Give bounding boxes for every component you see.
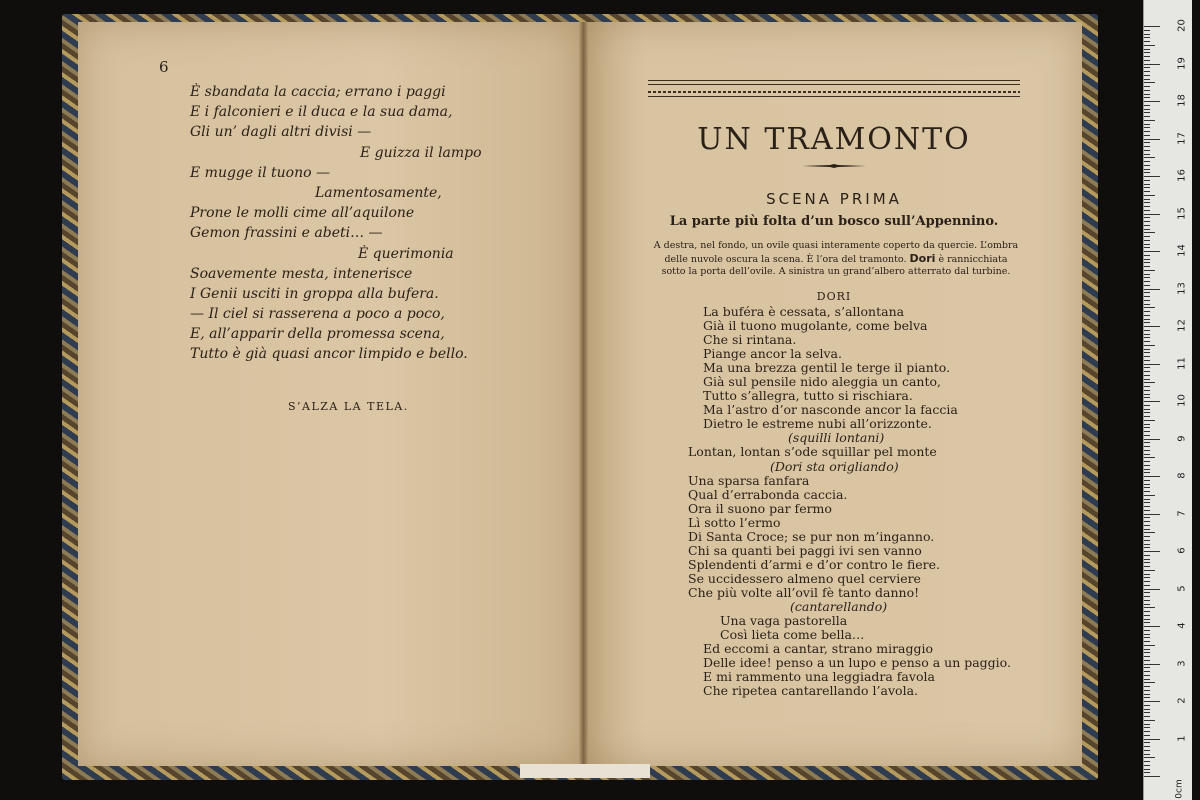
measuring-ruler [1143, 0, 1192, 800]
ruler-tick [1144, 109, 1150, 110]
ruler-tick [1144, 371, 1150, 372]
ruler-tick [1144, 229, 1150, 230]
ruler-tick [1144, 202, 1150, 203]
scene-setting: La parte più folta d’un bosco sull’Appennino. [669, 214, 999, 229]
dialogue-line: Lì sotto l’ermo [688, 514, 781, 530]
verse-block [190, 82, 520, 365]
ruler-tick [1144, 776, 1160, 777]
ruler-number: 10 [1176, 394, 1188, 407]
ruler-tick [1144, 682, 1155, 683]
ruler-tick [1144, 277, 1150, 278]
ruler-tick [1144, 724, 1150, 725]
page-number: 6 [159, 58, 169, 76]
ruler-tick [1144, 259, 1150, 260]
ruler-tick [1144, 480, 1150, 481]
ruler-tick [1144, 761, 1150, 762]
dialogue-line: Qual d’errabonda caccia. [688, 486, 848, 502]
ruler-tick [1144, 574, 1150, 575]
ruler-tick [1144, 697, 1150, 698]
ruler-tick [1144, 375, 1150, 376]
stage-direction [646, 240, 1026, 279]
ruler-tick [1144, 750, 1150, 751]
ruler-tick [1144, 56, 1150, 57]
ruler-tick [1144, 86, 1150, 87]
ruler-number: 19 [1176, 56, 1188, 70]
ruler-tick [1144, 720, 1155, 721]
ruler-tick [1144, 390, 1150, 391]
ruler-tick [1144, 461, 1150, 462]
ruler-tick [1144, 79, 1150, 80]
ruler-tick [1144, 116, 1150, 117]
ruler-tick [1144, 64, 1160, 65]
ruler-tick [1144, 105, 1150, 106]
ruler-number: 6 [1176, 547, 1188, 554]
ruler-tick [1144, 382, 1155, 383]
ruler-tick [1144, 180, 1150, 181]
ruler-tick [1144, 772, 1150, 773]
ruler-tick [1144, 270, 1155, 271]
verse-line: È querimonia [358, 245, 454, 262]
ruler-tick [1144, 619, 1150, 620]
ruler-number: 16 [1176, 169, 1188, 182]
ruler-tick [1144, 82, 1155, 83]
ruler-tick [1144, 517, 1150, 518]
dialogue-line: Ora il suono par fermo [688, 500, 832, 516]
ruler-number: 15 [1176, 206, 1188, 220]
verse-line: Soavemente mesta, intenerisce [190, 265, 413, 282]
ruler-tick [1144, 671, 1150, 672]
ruler-tick [1144, 341, 1150, 342]
ruler-tick [1144, 450, 1150, 451]
ruler-tick [1144, 694, 1150, 695]
dialogue-line: Tutto s’allegra, tutto si rischiara. [703, 388, 913, 404]
ruler-tick [1144, 142, 1150, 143]
ruler-tick [1144, 649, 1150, 650]
ruler-tick [1144, 176, 1160, 177]
ruler-tick [1144, 484, 1150, 485]
ruler-tick [1144, 364, 1160, 365]
ruler-tick [1144, 367, 1150, 368]
ruler-tick [1144, 172, 1150, 173]
ruler-number: 5 [1176, 584, 1188, 592]
stage-direction-inline: (squilli lontani) [788, 430, 885, 446]
ruler-tick [1144, 709, 1150, 710]
ruler-tick [1144, 191, 1150, 192]
ruler-number: 4 [1176, 622, 1188, 629]
book-gutter [579, 22, 588, 766]
verse-line: E guizza il lampo [360, 144, 482, 161]
ruler-tick [1144, 675, 1150, 676]
ruler-tick [1144, 296, 1150, 297]
ruler-tick [1144, 465, 1150, 466]
stage-direction-line: A destra, nel fondo, un ovile quasi interamente coperto da quercie. L’ombra [653, 240, 1019, 251]
verse-line: Gli un’ dagli altri divisi — [190, 124, 372, 141]
dialogue-line: Una vaga pastorella [720, 613, 848, 629]
ruler-tick [1144, 514, 1160, 515]
ruler-tick [1144, 765, 1150, 766]
speaker-name: DORI [816, 290, 852, 303]
ruler-tick [1144, 251, 1160, 252]
ruler-tick [1144, 112, 1150, 113]
ruler-tick [1144, 596, 1150, 597]
ruler-tick [1144, 300, 1150, 301]
ruler-tick [1144, 690, 1150, 691]
ruler-tick [1144, 311, 1150, 312]
ruler-tick [1144, 30, 1150, 31]
ruler-tick [1144, 206, 1150, 207]
ruler-tick [1144, 266, 1150, 267]
character-name: Dori [909, 251, 936, 265]
ruler-tick [1144, 746, 1150, 747]
ruler-tick [1144, 555, 1150, 556]
dialogue-line: Delle idee! penso a un lupo e penso a un paggio. [703, 655, 1011, 671]
ruler-tick [1144, 540, 1150, 541]
ruler-tick [1144, 529, 1150, 530]
dialogue-line: Chi sa quanti bei paggi ivi sen vanno [688, 542, 922, 558]
verse-line: E i falconieri e il duca e la sua dama, [190, 104, 453, 121]
ruler-tick [1144, 60, 1150, 61]
ruler-tick [1144, 547, 1150, 548]
dialogue-line: Di Santa Croce; se pur non m’inganno. [688, 528, 935, 544]
dialogue-line: Già il tuono mugolante, come belva [703, 318, 928, 334]
dialogue-line: Che si rintana. [703, 332, 797, 348]
dialogue-line: E mi rammento una leggiadra favola [703, 669, 935, 685]
ruler-tick [1144, 585, 1150, 586]
ruler-number: 7 [1176, 509, 1188, 517]
dialogue-line: Così lieta come bella… [720, 627, 865, 643]
ruler-tick [1144, 165, 1150, 166]
ruler-tick [1144, 499, 1150, 500]
ruler-tick [1144, 184, 1150, 185]
ruler-tick [1144, 232, 1155, 233]
ruler-tick [1144, 660, 1150, 661]
ruler-tick [1144, 607, 1155, 608]
ruler-tick [1144, 641, 1150, 642]
ruler-number: 17 [1176, 131, 1188, 145]
ruler-number: 12 [1176, 319, 1188, 332]
verse-line: Tutto è già quasi ancor limpido e bello. [190, 346, 468, 363]
ruler-tick [1144, 735, 1150, 736]
dialogue-line: Ed eccomi a cantar, strano miraggio [703, 641, 934, 657]
ruler-tick [1144, 135, 1150, 136]
ruler-tick [1144, 90, 1150, 91]
ruler-tick [1144, 581, 1150, 582]
ruler-tick [1144, 187, 1150, 188]
ruler-tick [1144, 502, 1150, 503]
play-title: UN TRAMONTO [697, 122, 971, 157]
ruler-tick [1144, 469, 1150, 470]
ruler-tick [1144, 386, 1150, 387]
dialogue-line: Ma una brezza gentil le terge il pianto. [703, 360, 951, 376]
ruler-tick [1144, 544, 1150, 545]
ruler-tick [1144, 337, 1150, 338]
ruler-tick [1144, 686, 1150, 687]
ruler-tick [1144, 487, 1150, 488]
ruler-tick [1144, 525, 1150, 526]
ruler-tick [1144, 446, 1150, 447]
dialogue-line: Piange ancor la selva. [703, 346, 842, 362]
ruler-tick [1144, 127, 1150, 128]
ruler-tick [1144, 394, 1150, 395]
dialogue-line: Che più volte all’ovil fè tanto danno! [688, 584, 920, 600]
ruler-tick [1144, 41, 1150, 42]
ruler-tick [1144, 667, 1150, 668]
stage-direction-line: sotto la porta dell’ovile. A sinistra un grand’albero atterrato dal turbine. [661, 266, 1011, 277]
ruler-tick [1144, 637, 1150, 638]
ruler-tick [1144, 379, 1150, 380]
ruler-tick [1144, 634, 1150, 635]
ruler-number: 13 [1176, 281, 1188, 295]
ruler-tick [1144, 566, 1150, 567]
ruler-tick [1144, 536, 1150, 537]
ruler-tick [1144, 592, 1150, 593]
ruler-tick [1144, 274, 1150, 275]
ruler-tick [1144, 409, 1150, 410]
verse-line: È sbandata la caccia; errano i paggi [190, 84, 446, 100]
ruler-tick [1144, 94, 1150, 95]
ruler-tick [1144, 679, 1150, 680]
ruler-tick [1144, 630, 1150, 631]
ornament-divider [802, 164, 866, 168]
ruler-tick [1144, 424, 1150, 425]
dialogue-block [660, 305, 1020, 698]
ruler-tick [1144, 521, 1150, 522]
ruler-tick [1144, 626, 1160, 627]
ruler-tick [1144, 757, 1155, 758]
verse-line: I Genii usciti in groppa alla bufera. [190, 285, 439, 302]
ruler-tick [1144, 439, 1160, 440]
ruler-number: 1 [1176, 734, 1188, 742]
ruler-tick [1144, 615, 1150, 616]
ruler-tick [1144, 589, 1160, 590]
ruler-tick [1144, 427, 1150, 428]
ruler-tick [1144, 397, 1150, 398]
ruler-tick [1144, 292, 1150, 293]
ruler-tick [1144, 71, 1150, 72]
verse-line: — Il ciel si rasserena a poco a poco, [190, 306, 445, 323]
ruler-tick [1144, 240, 1150, 241]
ruler-tick [1144, 510, 1150, 511]
ruler-tick [1144, 405, 1150, 406]
ruler-tick [1144, 562, 1150, 563]
ruler-tick [1144, 169, 1150, 170]
stage-direction-line [646, 253, 1026, 267]
ruler-tick [1144, 491, 1150, 492]
ruler-tick [1144, 330, 1150, 331]
ruler-unit: 0cm [1174, 779, 1185, 799]
dialogue-line: La buféra è cessata, s’allontana [703, 304, 905, 319]
ruler-tick [1144, 349, 1150, 350]
ruler-tick [1144, 255, 1150, 256]
ruler-tick [1144, 712, 1150, 713]
ruler-tick [1144, 199, 1150, 200]
ruler-tick [1144, 739, 1160, 740]
ruler-tick [1144, 326, 1160, 327]
ruler-tick [1144, 457, 1155, 458]
ruler-tick [1144, 731, 1150, 732]
ruler-tick [1144, 120, 1155, 121]
header-rule [648, 96, 1020, 97]
ruler-tick [1144, 570, 1155, 571]
verse-line: Lamentosamente, [315, 184, 442, 201]
ruler-tick [1144, 412, 1150, 413]
ruler-tick [1144, 356, 1150, 357]
ruler-tick [1144, 442, 1150, 443]
stage-cue: S’ALZA LA TELA. [288, 400, 409, 413]
stage-direction-inline: (cantarellando) [790, 598, 888, 614]
ruler-tick [1144, 139, 1160, 140]
ruler-tick [1144, 221, 1150, 222]
ruler-tick [1144, 26, 1160, 27]
ruler-tick [1144, 435, 1150, 436]
ruler-number: 18 [1176, 94, 1188, 107]
verse-line: Gemon frassini e abeti… — [190, 225, 383, 242]
stage-direction-inline: (Dori sta origliando) [770, 458, 899, 474]
ruler-tick [1144, 352, 1150, 353]
ruler-number: 20 [1176, 19, 1188, 32]
ruler-number: 11 [1176, 356, 1188, 370]
ruler-tick [1144, 210, 1150, 211]
ruler-tick [1144, 217, 1150, 218]
stage-direction-text: è rannicchiata [938, 253, 1008, 265]
ruler-tick [1144, 754, 1150, 755]
spine-strip [520, 764, 650, 778]
ruler-tick [1144, 195, 1155, 196]
scene-heading: SCENA PRIMA [766, 190, 902, 208]
ruler-tick [1144, 664, 1160, 665]
ruler-tick [1144, 247, 1150, 248]
ruler-tick [1144, 705, 1150, 706]
ruler-number: 3 [1176, 659, 1188, 667]
ruler-tick [1144, 131, 1150, 132]
ruler-tick [1144, 244, 1150, 245]
ruler-tick [1144, 34, 1150, 35]
ruler-tick [1144, 315, 1150, 316]
ruler-tick [1144, 472, 1150, 473]
ruler-tick [1144, 150, 1150, 151]
header-rule [648, 80, 1020, 81]
ruler-tick [1144, 559, 1150, 560]
ruler-tick [1144, 45, 1155, 46]
ruler-tick [1144, 360, 1150, 361]
ruler-tick [1144, 727, 1150, 728]
ruler-tick [1144, 289, 1160, 290]
ruler-number: 2 [1176, 697, 1188, 704]
ruler-tick [1144, 532, 1155, 533]
ruler-tick [1144, 656, 1150, 657]
verse-line: Prone le molli cime all’aquilone [190, 205, 415, 222]
verse-line: E, all’apparir della promessa scena, [190, 326, 445, 343]
verse-line: E mugge il tuono — [190, 164, 330, 181]
ruler-number: 8 [1176, 472, 1188, 479]
ruler-tick [1144, 334, 1150, 335]
ruler-tick [1144, 262, 1150, 263]
ruler-number: 14 [1176, 244, 1188, 257]
ruler-tick [1144, 401, 1160, 402]
ruler-tick [1144, 604, 1150, 605]
dialogue-line: Ma l’astro d’or nasconde ancor la faccia [703, 402, 958, 418]
ruler-tick [1144, 701, 1160, 702]
ruler-tick [1144, 214, 1160, 215]
ruler-tick [1144, 97, 1150, 98]
ruler-tick [1144, 285, 1150, 286]
ruler-tick [1144, 345, 1155, 346]
ruler-tick [1144, 454, 1150, 455]
ruler-tick [1144, 600, 1150, 601]
ruler-tick [1144, 551, 1160, 552]
header-rule-dotted [648, 91, 1020, 93]
ruler-tick [1144, 52, 1150, 53]
dialogue-line: Già sul pensile nido aleggia un canto, [703, 374, 942, 390]
ruler-tick [1144, 622, 1150, 623]
ruler-tick [1144, 124, 1150, 125]
ruler-tick [1144, 37, 1150, 38]
ruler-tick [1144, 322, 1150, 323]
ruler-tick [1144, 67, 1150, 68]
ruler-tick [1144, 101, 1160, 102]
header-rule [648, 84, 1020, 85]
ruler-tick [1144, 431, 1150, 432]
ruler-tick [1144, 420, 1155, 421]
ruler-tick [1144, 49, 1150, 50]
ruler-tick [1144, 716, 1150, 717]
ruler-tick [1144, 476, 1160, 477]
ruler-tick [1144, 742, 1150, 743]
ruler-tick [1144, 416, 1150, 417]
ruler-tick [1144, 157, 1155, 158]
stage-direction-text: delle nuvole oscura la scena. È l’ora del tramonto. [664, 253, 907, 265]
ruler-tick [1144, 281, 1150, 282]
ruler-tick [1144, 236, 1150, 237]
ruler-tick [1144, 319, 1150, 320]
ruler-tick [1144, 154, 1150, 155]
ruler-tick [1144, 161, 1150, 162]
ruler-tick [1144, 769, 1150, 770]
ruler-tick [1144, 495, 1155, 496]
dialogue-line: Splendenti d’armi e d’or contro le fiere. [688, 556, 941, 572]
ruler-tick [1144, 506, 1150, 507]
ruler-tick [1144, 645, 1155, 646]
ruler-number: 9 [1176, 434, 1188, 442]
ruler-tick [1144, 225, 1150, 226]
dialogue-line: Dietro le estreme nubi all’orizzonte. [703, 416, 932, 432]
dialogue-line: Che ripetea cantarellando l’avola. [703, 683, 918, 699]
dialogue-line: Se uccidessero almeno quel cerviere [688, 570, 921, 586]
ruler-tick [1144, 577, 1150, 578]
ruler-tick [1144, 146, 1150, 147]
ruler-tick [1144, 304, 1150, 305]
ruler-tick [1144, 611, 1150, 612]
ruler-tick [1144, 75, 1150, 76]
dialogue-line: Una sparsa fanfara [688, 472, 810, 488]
dialogue-line: Lontan, lontan s’ode squillar pel monte [688, 444, 937, 460]
ruler-tick [1144, 652, 1150, 653]
ruler-tick [1144, 307, 1155, 308]
